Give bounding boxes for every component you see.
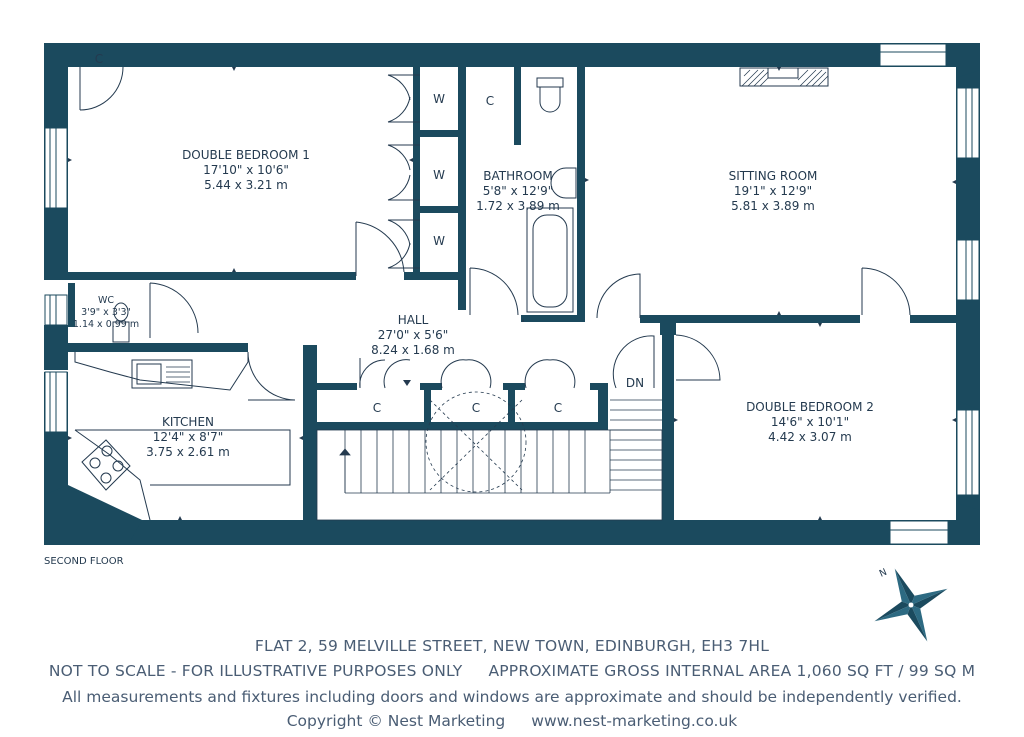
hall-imperial: 27'0" x 5'6" <box>377 328 449 342</box>
website-link[interactable]: www.nest-marketing.co.uk <box>531 712 738 730</box>
staircase <box>317 392 662 520</box>
stairs-down-marker: DN <box>625 376 645 390</box>
bedroom1-imperial: 17'10" x 10'6" <box>203 163 289 177</box>
bedroom2-metric: 4.42 x 3.07 m <box>768 430 852 444</box>
scale-note: NOT TO SCALE - FOR ILLUSTRATIVE PURPOSES ONLY <box>48 662 463 680</box>
wardrobe-marker: W <box>433 168 445 182</box>
kitchen-metric: 3.75 x 2.61 m <box>146 445 230 459</box>
compass-north-letter: N <box>877 566 889 580</box>
hall-metric: 8.24 x 1.68 m <box>371 343 455 357</box>
bedroom1-name: DOUBLE BEDROOM 1 <box>182 148 310 162</box>
windows <box>45 44 979 544</box>
cupboard-marker: C <box>471 401 481 415</box>
outer-walls <box>44 43 980 545</box>
kitchen-name: KITCHEN <box>162 415 214 429</box>
wc-imperial: 3'9" x 3'3" <box>81 307 131 318</box>
scale-and-area-line <box>0 662 1024 680</box>
bathroom-name: BATHROOM <box>483 169 553 183</box>
bedroom2-imperial: 14'6" x 10'1" <box>770 415 850 429</box>
sitting-room-imperial: 19'1" x 12'9" <box>733 184 813 198</box>
bathroom-metric: 1.72 x 3.89 m <box>476 199 560 213</box>
floor-label: SECOND FLOOR <box>44 556 124 567</box>
wardrobe-marker: W <box>433 92 445 106</box>
bedroom2-name: DOUBLE BEDROOM 2 <box>746 400 874 414</box>
copyright: Copyright © Nest Marketing <box>286 712 506 730</box>
kitchen-imperial: 12'4" x 8'7" <box>152 430 224 444</box>
cupboard-marker: C <box>372 401 382 415</box>
cupboard-marker: C <box>553 401 563 415</box>
bathroom-imperial: 5'8" x 12'9" <box>482 184 554 198</box>
wc-name: WC <box>97 295 115 306</box>
wc-metric: 1.14 x 0.99 m <box>72 319 140 330</box>
fireplace <box>740 68 828 86</box>
cupboard-marker: C <box>94 52 104 66</box>
fixture-markers <box>95 52 644 415</box>
sitting-room-name: SITTING ROOM <box>728 169 818 183</box>
cupboard-marker: C <box>485 94 495 108</box>
bedroom1-metric: 5.44 x 3.21 m <box>204 178 288 192</box>
hall-name: HALL <box>397 313 429 327</box>
disclaimer: All measurements and fixtures including doors and windows are approximate and should be independently verified. <box>62 688 962 706</box>
sitting-room-metric: 5.81 x 3.89 m <box>731 199 815 213</box>
gross-area: APPROXIMATE GROSS INTERNAL AREA 1,060 SQ FT / 99 SQ M <box>488 662 976 680</box>
wardrobe-marker: W <box>433 234 445 248</box>
property-address: FLAT 2, 59 MELVILLE STREET, NEW TOWN, EDINBURGH, EH3 7HL <box>254 637 770 655</box>
copyright-line <box>0 712 1024 730</box>
